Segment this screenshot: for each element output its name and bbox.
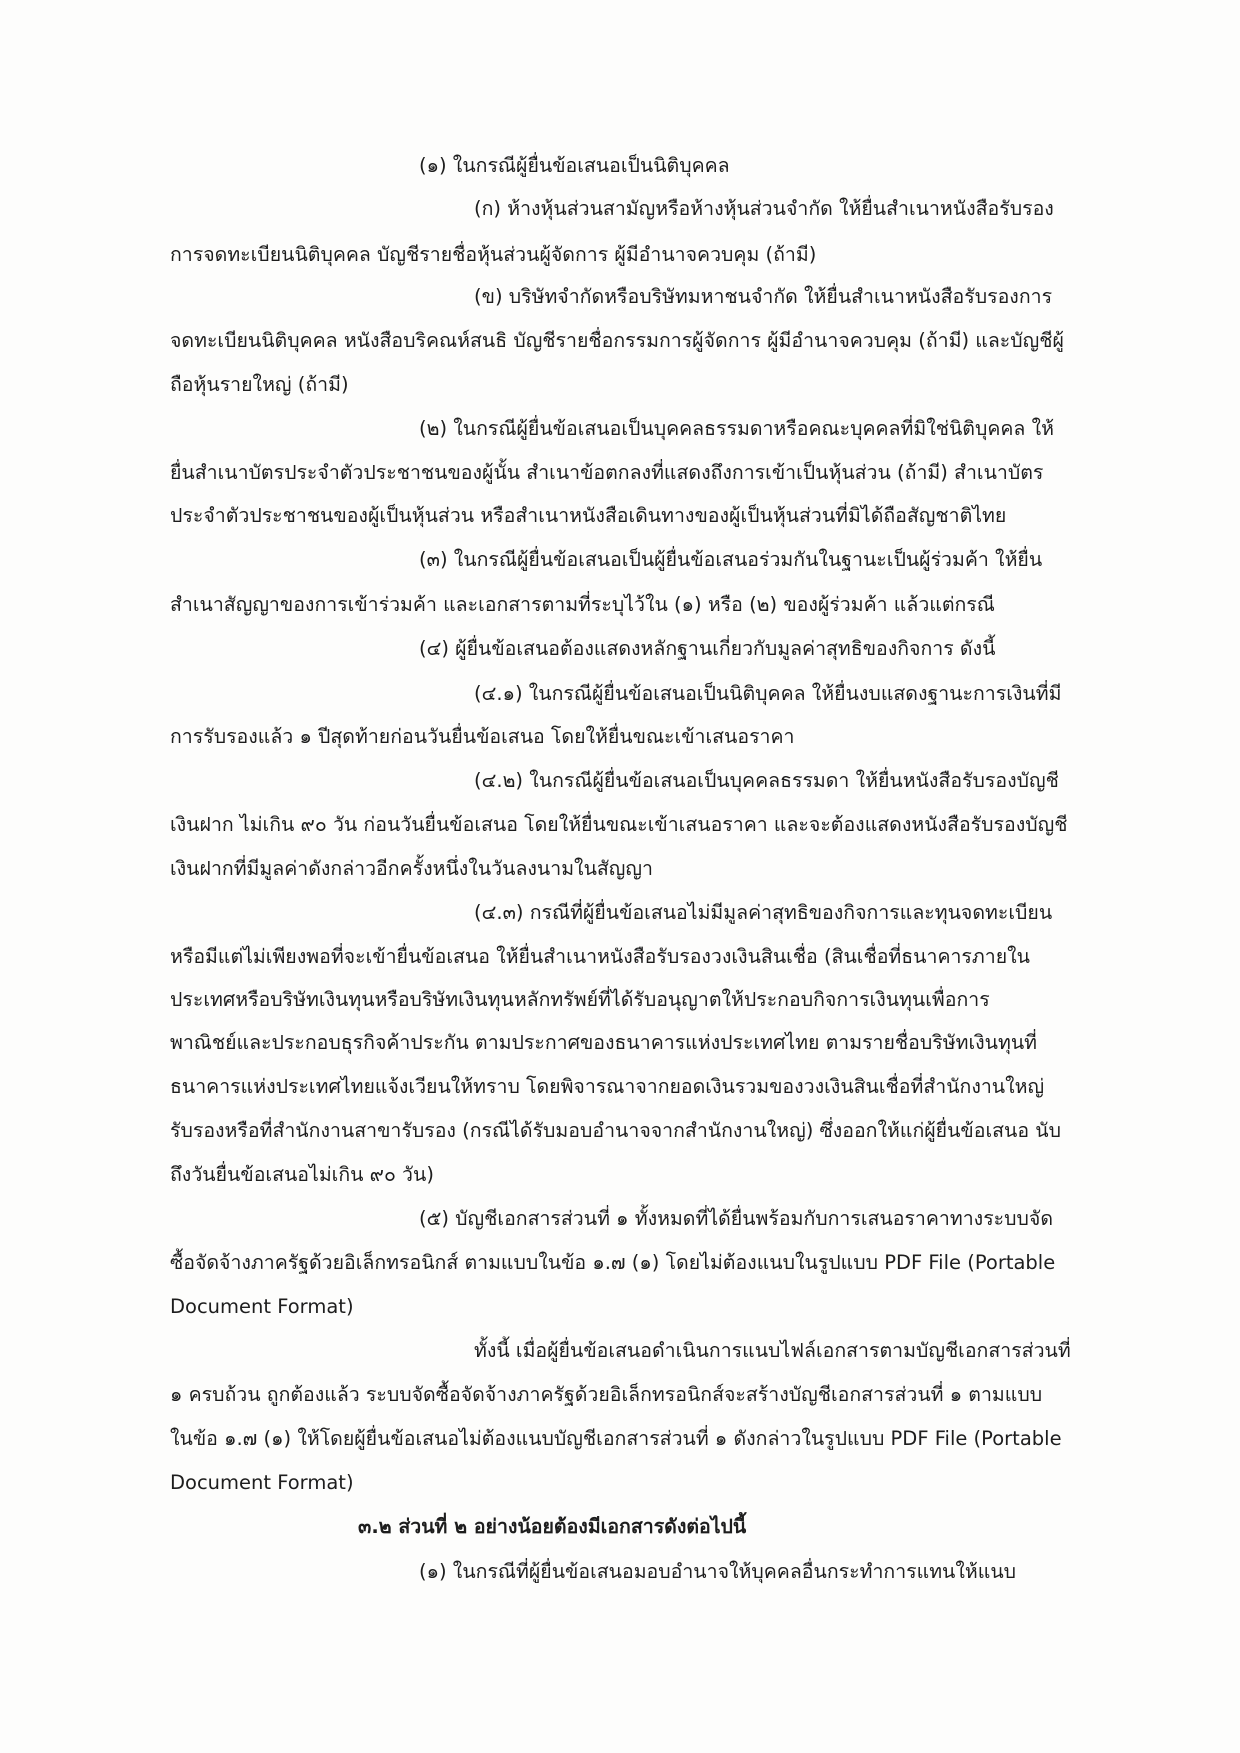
para-line: Document Format)	[170, 1295, 354, 1318]
para-line: ประจำตัวประชาชนของผู้เป็นหุ้นส่วน หรือสำเนาหนังสือเดินทางของผู้เป็นหุ้นส่วนที่มิได้ถือสัญชาติไทย	[170, 504, 1007, 527]
para-line: (๔.๑) ในกรณีผู้ยื่นข้อเสนอเป็นนิติบุคคล ให้ยื่นงบแสดงฐานะการเงินที่มี	[474, 682, 1062, 705]
para-line: หรือมีแต่ไม่เพียงพอที่จะเข้ายื่นข้อเสนอ ให้ยื่นสำเนาหนังสือรับรองวงเงินสินเชื่อ (สินเชื่อที่ธนาคารภายใน	[170, 945, 1030, 968]
section-heading: ๓.๒ ส่วนที่ ๒ อย่างน้อยต้องมีเอกสารดังต่อไปนี้	[358, 1515, 747, 1538]
para-line: การรับรองแล้ว ๑ ปีสุดท้ายก่อนวันยื่นข้อเสนอ โดยให้ยื่นขณะเข้าเสนอราคา	[170, 725, 795, 748]
para-line: (๑) ในกรณีผู้ยื่นข้อเสนอเป็นนิติบุคคล	[419, 154, 730, 177]
para-line: ประเทศหรือบริษัทเงินทุนหรือบริษัทเงินทุนหลักทรัพย์ที่ได้รับอนุญาตให้ประกอบกิจการเงินทุนเพื่อการ	[170, 988, 990, 1011]
para-line: (ข) บริษัทจำกัดหรือบริษัทมหาชนจำกัด ให้ยื่นสำเนาหนังสือรับรองการ	[474, 285, 1053, 308]
para-line: พาณิชย์และประกอบธุรกิจค้าประกัน ตามประกาศของธนาคารแห่งประเทศไทย ตามรายชื่อบริษัทเงินทุนที่	[170, 1031, 1037, 1054]
para-line: ทั้งนี้ เมื่อผู้ยื่นข้อเสนอดำเนินการแนบไฟล์เอกสารตามบัญชีเอกสารส่วนที่	[474, 1339, 1071, 1362]
para-line: (ก) ห้างหุ้นส่วนสามัญหรือห้างหุ้นส่วนจำกัด ให้ยื่นสำเนาหนังสือรับรอง	[474, 197, 1054, 220]
para-line: รับรองหรือที่สำนักงานสาขารับรอง (กรณีได้รับมอบอำนาจจากสำนักงานใหญ่) ซึ่งออกให้แก่ผู้ยื่นข้อเสนอ นับ	[170, 1119, 1061, 1142]
para-line: (๒) ในกรณีผู้ยื่นข้อเสนอเป็นบุคคลธรรมดาหรือคณะบุคคลที่มิใช่นิติบุคคล ให้	[419, 417, 1054, 440]
para-line: (๕) บัญชีเอกสารส่วนที่ ๑ ทั้งหมดที่ได้ยื่นพร้อมกับการเสนอราคาทางระบบจัด	[419, 1207, 1053, 1230]
para-line: ในข้อ ๑.๗ (๑) ให้โดยผู้ยื่นข้อเสนอไม่ต้องแนบบัญชีเอกสารส่วนที่ ๑ ดังกล่าวในรูปแบบ PDF File (Portable	[170, 1427, 1062, 1450]
para-line: Document Format)	[170, 1471, 354, 1494]
para-line: (๔.๓) กรณีที่ผู้ยื่นข้อเสนอไม่มีมูลค่าสุทธิของกิจการและทุนจดทะเบียน	[474, 901, 1053, 924]
para-line: ถึงวันยื่นข้อเสนอไม่เกิน ๙๐ วัน)	[170, 1163, 434, 1186]
para-line: (๔.๒) ในกรณีผู้ยื่นข้อเสนอเป็นบุคคลธรรมดา ให้ยื่นหนังสือรับรองบัญชี	[474, 769, 1059, 792]
para-line: ธนาคารแห่งประเทศไทยแจ้งเวียนให้ทราบ โดยพิจารณาจากยอดเงินรวมของวงเงินสินเชื่อที่สำนักงานใหญ่	[170, 1075, 1045, 1098]
para-line: สำเนาสัญญาของการเข้าร่วมค้า และเอกสารตามที่ระบุไว้ใน (๑) หรือ (๒) ของผู้ร่วมค้า แล้วแต่กรณี	[170, 593, 995, 616]
para-line: เงินฝากที่มีมูลค่าดังกล่าวอีกครั้งหนึ่งในวันลงนามในสัญญา	[170, 857, 653, 880]
para-line: เงินฝาก ไม่เกิน ๙๐ วัน ก่อนวันยื่นข้อเสนอ โดยให้ยื่นขณะเข้าเสนอราคา และจะต้องแสดงหนังสือรับรองบัญชี	[170, 813, 1068, 836]
para-line: ถือหุ้นรายใหญ่ (ถ้ามี)	[170, 373, 349, 396]
para-line: ซื้อจัดจ้างภาครัฐด้วยอิเล็กทรอนิกส์ ตามแบบในข้อ ๑.๗ (๑) โดยไม่ต้องแนบในรูปแบบ PDF File (Portable	[170, 1251, 1056, 1274]
para-line: (๓) ในกรณีผู้ยื่นข้อเสนอเป็นผู้ยื่นข้อเสนอร่วมกันในฐานะเป็นผู้ร่วมค้า ให้ยื่น	[419, 548, 1043, 571]
para-line: (๑) ในกรณีที่ผู้ยื่นข้อเสนอมอบอำนาจให้บุคคลอื่นกระทำการแทนให้แนบ	[419, 1560, 1017, 1583]
para-line: (๔) ผู้ยื่นข้อเสนอต้องแสดงหลักฐานเกี่ยวกับมูลค่าสุทธิของกิจการ ดังนี้	[419, 637, 996, 660]
para-line: ๑ ครบถ้วน ถูกต้องแล้ว ระบบจัดซื้อจัดจ้างภาครัฐด้วยอิเล็กทรอนิกส์จะสร้างบัญชีเอกสารส่วนที่ ๑ ตามแบบ	[170, 1383, 1043, 1406]
para-line: การจดทะเบียนนิติบุคคล บัญชีรายชื่อหุ้นส่วนผู้จัดการ ผู้มีอำนาจควบคุม (ถ้ามี)	[170, 243, 817, 266]
para-line: จดทะเบียนนิติบุคคล หนังสือบริคณห์สนธิ บัญชีรายชื่อกรรมการผู้จัดการ ผู้มีอำนาจควบคุม (ถ้ามี) และบัญชีผู้	[170, 329, 1064, 352]
para-line: ยื่นสำเนาบัตรประจำตัวประชาชนของผู้นั้น สำเนาข้อตกลงที่แสดงถึงการเข้าเป็นหุ้นส่วน (ถ้ามี) สำเนาบัตร	[170, 461, 1044, 484]
